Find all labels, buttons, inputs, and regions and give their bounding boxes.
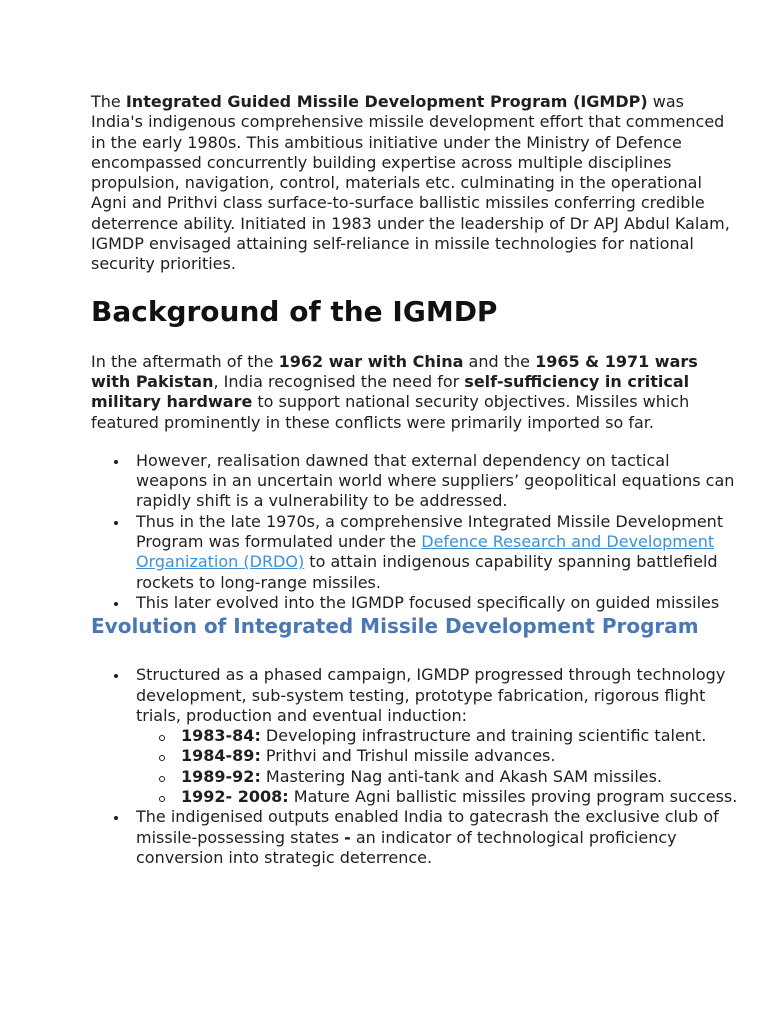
phase-sub-list bbox=[136, 726, 741, 807]
background-bullet-list bbox=[91, 451, 741, 613]
list-item: Structured as a phased campaign, IGMDP progressed through technology development, sub-system testing, prototype fabrication, rigorous flight trials, production and eventual induction: 1983-84: Developing infrastructure and training scientific talent. 1984-89: Prithvi and Trishul missile advances. 1989-92: Mastering Nag anti-tank and Akash SAM missiles. 1992- 2008: Mature Agni ballistic missiles proving program success. bbox=[136, 665, 741, 807]
drdo-link[interactable]: Defence Research and Development Organization (DRDO) bbox=[136, 532, 715, 572]
phase-item: 1984-89: Prithvi and Trishul missile advances. bbox=[181, 746, 741, 766]
background-paragraph: In the aftermath of the 1962 war with China and the 1965 & 1971 wars with Pakistan, India recognised the need for self-sufficiency in critical military hardware to support national security objectives. Missiles which featured prominently in these conflicts were primarily imported so far. bbox=[91, 351, 698, 432]
list-item: The indigenised outputs enabled India to gatecrash the exclusive club of missile-possessing states - an indicator of technological proficiency conversion into strategic deterrence. bbox=[136, 807, 741, 868]
list-item: However, realisation dawned that external dependency on tactical weapons in an uncertain world where suppliers’ geopolitical equations can rapidly shift is a vulnerability to be addressed. bbox=[136, 451, 741, 512]
phase-item: 1983-84: Developing infrastructure and training scientific talent. bbox=[181, 726, 741, 746]
list-item: This later evolved into the IGMDP focused specifically on guided missiles bbox=[136, 593, 741, 613]
intro-program-name: Integrated Guided Missile Development Program (IGMDP) bbox=[125, 92, 648, 111]
article-body bbox=[91, 92, 741, 868]
phase-item: 1989-92: Mastering Nag anti-tank and Akash SAM missiles. bbox=[181, 767, 741, 787]
phase-item: 1992- 2008: Mature Agni ballistic missiles proving program success. bbox=[181, 787, 741, 807]
evolution-bullet-list bbox=[91, 665, 741, 868]
background-heading: Background of the IGMDP bbox=[91, 294, 498, 328]
evolution-heading: Evolution of Integrated Missile Development Program bbox=[91, 614, 699, 639]
intro-paragraph: The Integrated Guided Missile Development Program (IGMDP) was India's indigenous comprehensive missile development effort that commenced in the early 1980s. This ambitious initiative under the Ministry of Defence encompassed concurrently building expertise across multiple disciplines propulsion, navigation, control, materials etc. culminating in the operational Agni and Prithvi class surface-to-surface ballistic missiles conferring credible deterrence ability. Initiated in 1983 under the leadership of Dr APJ Abdul Kalam, IGMDP envisaged attaining self-reliance in missile technologies for national security priorities. bbox=[91, 92, 730, 274]
list-item: Thus in the late 1970s, a comprehensive Integrated Missile Development Program was formulated under the Defence Research and Development Organization (DRDO) to attain indigenous capability spanning battlefield rockets to long-range missiles. bbox=[136, 512, 741, 593]
